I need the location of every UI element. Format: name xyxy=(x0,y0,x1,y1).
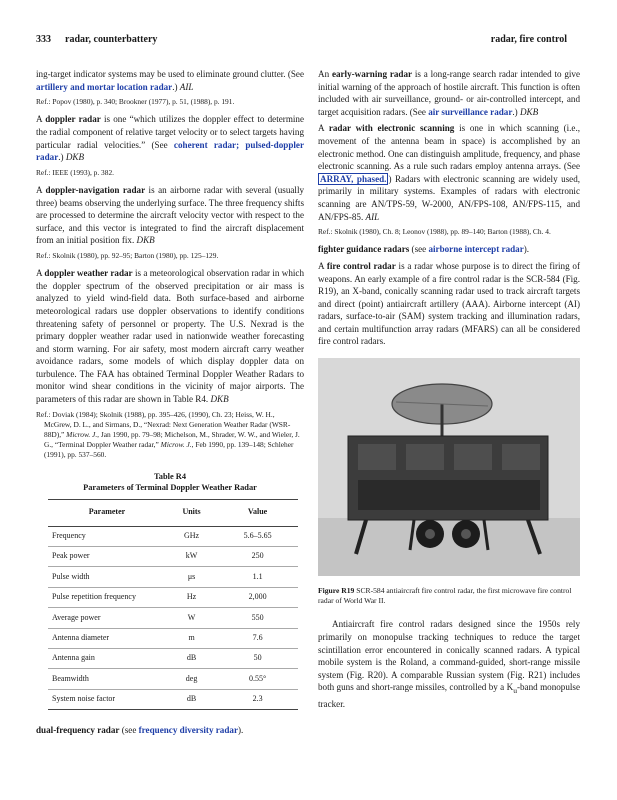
right-column xyxy=(318,68,580,714)
paragraph-text: A xyxy=(36,114,46,125)
left-column xyxy=(36,68,304,741)
reference: Ref.: Skolnik (1980), pp. 92–95; Barton (1980), pp. 125–129. xyxy=(36,250,219,260)
trailer-panel xyxy=(454,444,492,470)
subscript: u xyxy=(513,686,517,696)
page-number: 333 xyxy=(36,34,51,45)
cell-units: Hz xyxy=(166,587,217,607)
trailer-panel xyxy=(406,444,444,470)
paragraph-text: A xyxy=(318,123,329,134)
cell-parameter: Average power xyxy=(48,608,166,628)
author-initials: DKB xyxy=(65,152,84,163)
wheel-hub xyxy=(461,529,471,539)
radar-photo-drawing xyxy=(318,358,580,576)
table-row xyxy=(48,669,298,689)
paragraph-text: A xyxy=(36,184,46,195)
term: doppler-navigation radar xyxy=(45,184,146,195)
cell-value: 550 xyxy=(217,608,298,628)
paragraph-text: A xyxy=(36,268,45,279)
header-left-title: radar, counterbattery xyxy=(65,34,158,45)
cell-units: μs xyxy=(166,567,217,587)
term: doppler weather radar xyxy=(44,268,133,279)
paragraph-text: .) xyxy=(58,152,66,163)
author-initials: DKB xyxy=(210,394,229,405)
table-row xyxy=(48,547,298,567)
trailer-lower-section xyxy=(358,480,540,510)
paragraph-text: A xyxy=(318,260,327,271)
scr-584-radar-photo xyxy=(318,358,580,580)
paragraph-fire-control xyxy=(318,260,580,348)
parameters-table xyxy=(48,499,298,711)
link-frequency-diversity[interactable]: frequency diversity radar xyxy=(138,725,238,736)
paragraph-mti xyxy=(36,68,304,93)
cell-parameter: Peak power xyxy=(48,547,166,567)
paragraph-antiaircraft xyxy=(318,618,580,710)
paragraph-text: .) xyxy=(172,81,180,92)
paragraph-text: is one in which scanning (i.e., movement of the antenna beam in space) is accomplished by an electronic method. One can distinguish amplitude, frequency, and phase electronic scanning. As a rule such radars employ antenna arrays. (See xyxy=(318,123,580,172)
cell-parameter: Pulse width xyxy=(48,567,166,587)
header-cell xyxy=(217,499,298,526)
author-initials: AIL xyxy=(179,81,194,92)
term: fire control radar xyxy=(326,260,396,271)
reference-text: , Feb 1990, pp. 139–148; Schleher (1991), pp. 537–560. xyxy=(44,440,294,460)
header-text: Value xyxy=(247,507,268,517)
paragraph-text: ) Radars with electronic scanning are widely used, primarily in military systems. Examples of radars with electronic scanning are AN/TPS-59, W-2000, AN/FPS-108, AN/FPS-115, and AN/FPS-85. xyxy=(318,173,581,222)
table-number: Table R4 xyxy=(153,471,187,481)
cell-value: 0.55° xyxy=(217,669,298,689)
paragraph-text: ). xyxy=(523,244,530,255)
cell-value: 5.6–5.65 xyxy=(217,526,298,546)
reference: Ref.: IEEE (1993), p. 382. xyxy=(36,167,114,177)
reference: Ref.: Popov (1980), p. 340; Brookner (1977), p. 51, (1988), p. 191. xyxy=(36,97,235,107)
paragraph-text: .) xyxy=(512,106,520,117)
paragraph-text: is a meteorological observation radar in which the doppler spectrum of the observed precipitation or air mass is analyzed to yield wind-field data. Both surface-based and airborne meteorological radars use doppler observations to identify conditions threatening safety of personnel or property. The U.S. Nexrad is the primary doppler weather radar used in nationwide weather forecasting and storm warning. For air safety, most modern aircraft carry weather avoidance radars, some models of which display doppler data on turbulence. The FAA has obtained Terminal Doppler Weather Radars to monitor wind shear conditions in the vicinity of major airports. The parameters of this radar are shown in Table R4. xyxy=(36,268,304,405)
paragraph-doppler-radar xyxy=(36,113,304,163)
link-air-surveillance[interactable]: air surveillance radar xyxy=(428,106,513,117)
cell-units: dB xyxy=(166,649,217,669)
reference-text: Ref.: Doviak (1984); Skolnik (1988), pp. 395–426, (1990), Ch. 23; Heiss, W. H., McGrew, D. L., and Sirmans, D., “Nexrad: Next Generation Weather Radar (WSR-88D),” xyxy=(36,409,291,440)
table-header-row xyxy=(48,499,298,526)
cell-value: 250 xyxy=(217,547,298,567)
cell-value: 2.3 xyxy=(217,689,298,709)
cell-value: 2,000 xyxy=(217,587,298,607)
paragraph-text: is a radar whose purpose is to direct the firing of weapons. An early example of a fire control radar is the SCR-584 (Fig. R19), an X-band, conically scanning radar used to track aircraft targets and direct (point) antiaircraft artillery (AAA). Airborne intercept (AI) radars, surface-to-air (SAM) system tracking and illumination radars, and certain multifunction array radars (MFARS) can all be considered fire control radars. xyxy=(318,260,580,347)
cell-value: 1.1 xyxy=(217,567,298,587)
reference xyxy=(36,410,304,461)
trailer-panel xyxy=(502,444,540,470)
author-initials: DKB xyxy=(136,235,155,246)
table-row xyxy=(48,649,298,669)
reference-text: , Jan 1990, pp. 79–98; Michelson, M., Shrader, W. W., and Wieler, J. G., “Terminal Doppler Weather radar,” xyxy=(44,430,300,450)
table-row xyxy=(48,628,298,648)
cell-parameter: Antenna diameter xyxy=(48,628,166,648)
table-row xyxy=(48,526,298,546)
header-right-title: radar, fire control xyxy=(490,34,567,45)
journal-name: Microw. J. xyxy=(66,430,98,440)
cell-parameter: Pulse repetition frequency xyxy=(48,587,166,607)
paragraph-text: Antiaircraft fire control radars designed since the 1950s rely primarily on monopulse tracking techniques to reduce the target scintillation error encountered in conically scanned radars. A typical mobile system is the Roland, a command-guided, short-range missile system (Fig. R20). A comparable Russian system (Fig. R21) includes both guns and short-range missiles, controlled by a K xyxy=(318,619,580,693)
paragraph-text: (see xyxy=(119,725,139,736)
table-row xyxy=(48,587,298,607)
paragraph-early-warning xyxy=(318,68,580,118)
paragraph-fighter-guidance xyxy=(318,243,580,256)
cell-parameter: Frequency xyxy=(48,526,166,546)
cell-units: kW xyxy=(166,547,217,567)
author-initials: DKB xyxy=(519,106,539,117)
paragraph-doppler-weather xyxy=(36,267,304,406)
header-cell xyxy=(166,499,217,526)
table-row xyxy=(48,608,298,628)
term: dual-frequency radar xyxy=(36,725,120,736)
link-array-phased[interactable]: ARRAY, phased. xyxy=(320,173,387,184)
journal-name: Microw. J. xyxy=(160,440,192,450)
link-artillery-radar[interactable]: artillery and mortar location radar xyxy=(36,81,173,92)
paragraph-doppler-navigation xyxy=(36,184,304,247)
paragraph-electronic-scanning xyxy=(318,122,580,223)
cell-parameter: Antenna gain xyxy=(48,649,166,669)
figure-label: Figure R19 xyxy=(318,585,355,595)
paragraph-text: -band monopulse tracker. xyxy=(318,682,580,709)
running-header-left xyxy=(36,34,157,45)
link-coherent-radar[interactable]: coherent radar; pulsed-doppler radar xyxy=(36,139,304,163)
cell-units: deg xyxy=(166,669,217,689)
figure-caption-text: SCR-584 antiaircraft fire control radar, the first microwave fire control radar of World War II. xyxy=(318,585,572,606)
reference: Ref.: Skolnik (1980), Ch. 8; Leonov (1988), pp. 89–140; Barton (1988), Ch. 4. xyxy=(318,227,551,237)
paragraph-dual-frequency xyxy=(36,724,304,737)
link-airborne-intercept[interactable]: airborne intercept radar xyxy=(428,244,524,255)
cell-units: GHz xyxy=(166,526,217,546)
term: radar with electronic scanning xyxy=(328,123,455,134)
paragraph-text: is a long-range search radar intended to give initial warning of the approach of hostile aircraft. This function is often included with air surveillance, ground- or air-controlled intercept, and target acquisition radars. (See xyxy=(318,69,581,117)
paragraph-text: ). xyxy=(237,725,244,736)
cell-value: 7.6 xyxy=(217,628,298,648)
header-cell xyxy=(48,499,166,526)
cell-units: W xyxy=(166,608,217,628)
paragraph-text: An xyxy=(318,69,332,79)
term: doppler radar xyxy=(45,114,101,125)
header-text: Units xyxy=(182,507,201,517)
paragraph-text: is an airborne radar with several (usually three) beams observing the underlying surface. The three frequency shifts are processed to determine the aircraft velocity vector with respect to the surface, and this vector is integrated to find the aircraft displacement from an initial position fix. xyxy=(36,184,305,246)
cell-parameter: System noise factor xyxy=(48,689,166,709)
term: early-warning radar xyxy=(331,69,413,79)
header-text: Parameter xyxy=(88,507,126,517)
wheel-hub xyxy=(425,529,435,539)
table-title: Parameters of Terminal Doppler Weather Radar xyxy=(83,482,257,492)
cell-parameter: Beamwidth xyxy=(48,669,166,689)
cell-units: m xyxy=(166,628,217,648)
paragraph-text: ing-target indicator systems may be used to eliminate ground clutter. (See xyxy=(36,69,304,79)
table-row xyxy=(48,689,298,709)
author-initials: AIL xyxy=(365,211,380,222)
cell-value: 50 xyxy=(217,649,298,669)
paragraph-text: is one “which utilizes the doppler effect to determine the radial component of relative target velocity or to select targets having particular radial velocities.” (See xyxy=(36,114,304,150)
table-row xyxy=(48,567,298,587)
cell-units: dB xyxy=(166,689,217,709)
trailer-panel xyxy=(358,444,396,470)
figure-caption xyxy=(318,586,580,607)
table-caption xyxy=(36,471,304,493)
term: fighter guidance radars xyxy=(318,244,410,255)
paragraph-text: (see xyxy=(409,244,429,255)
